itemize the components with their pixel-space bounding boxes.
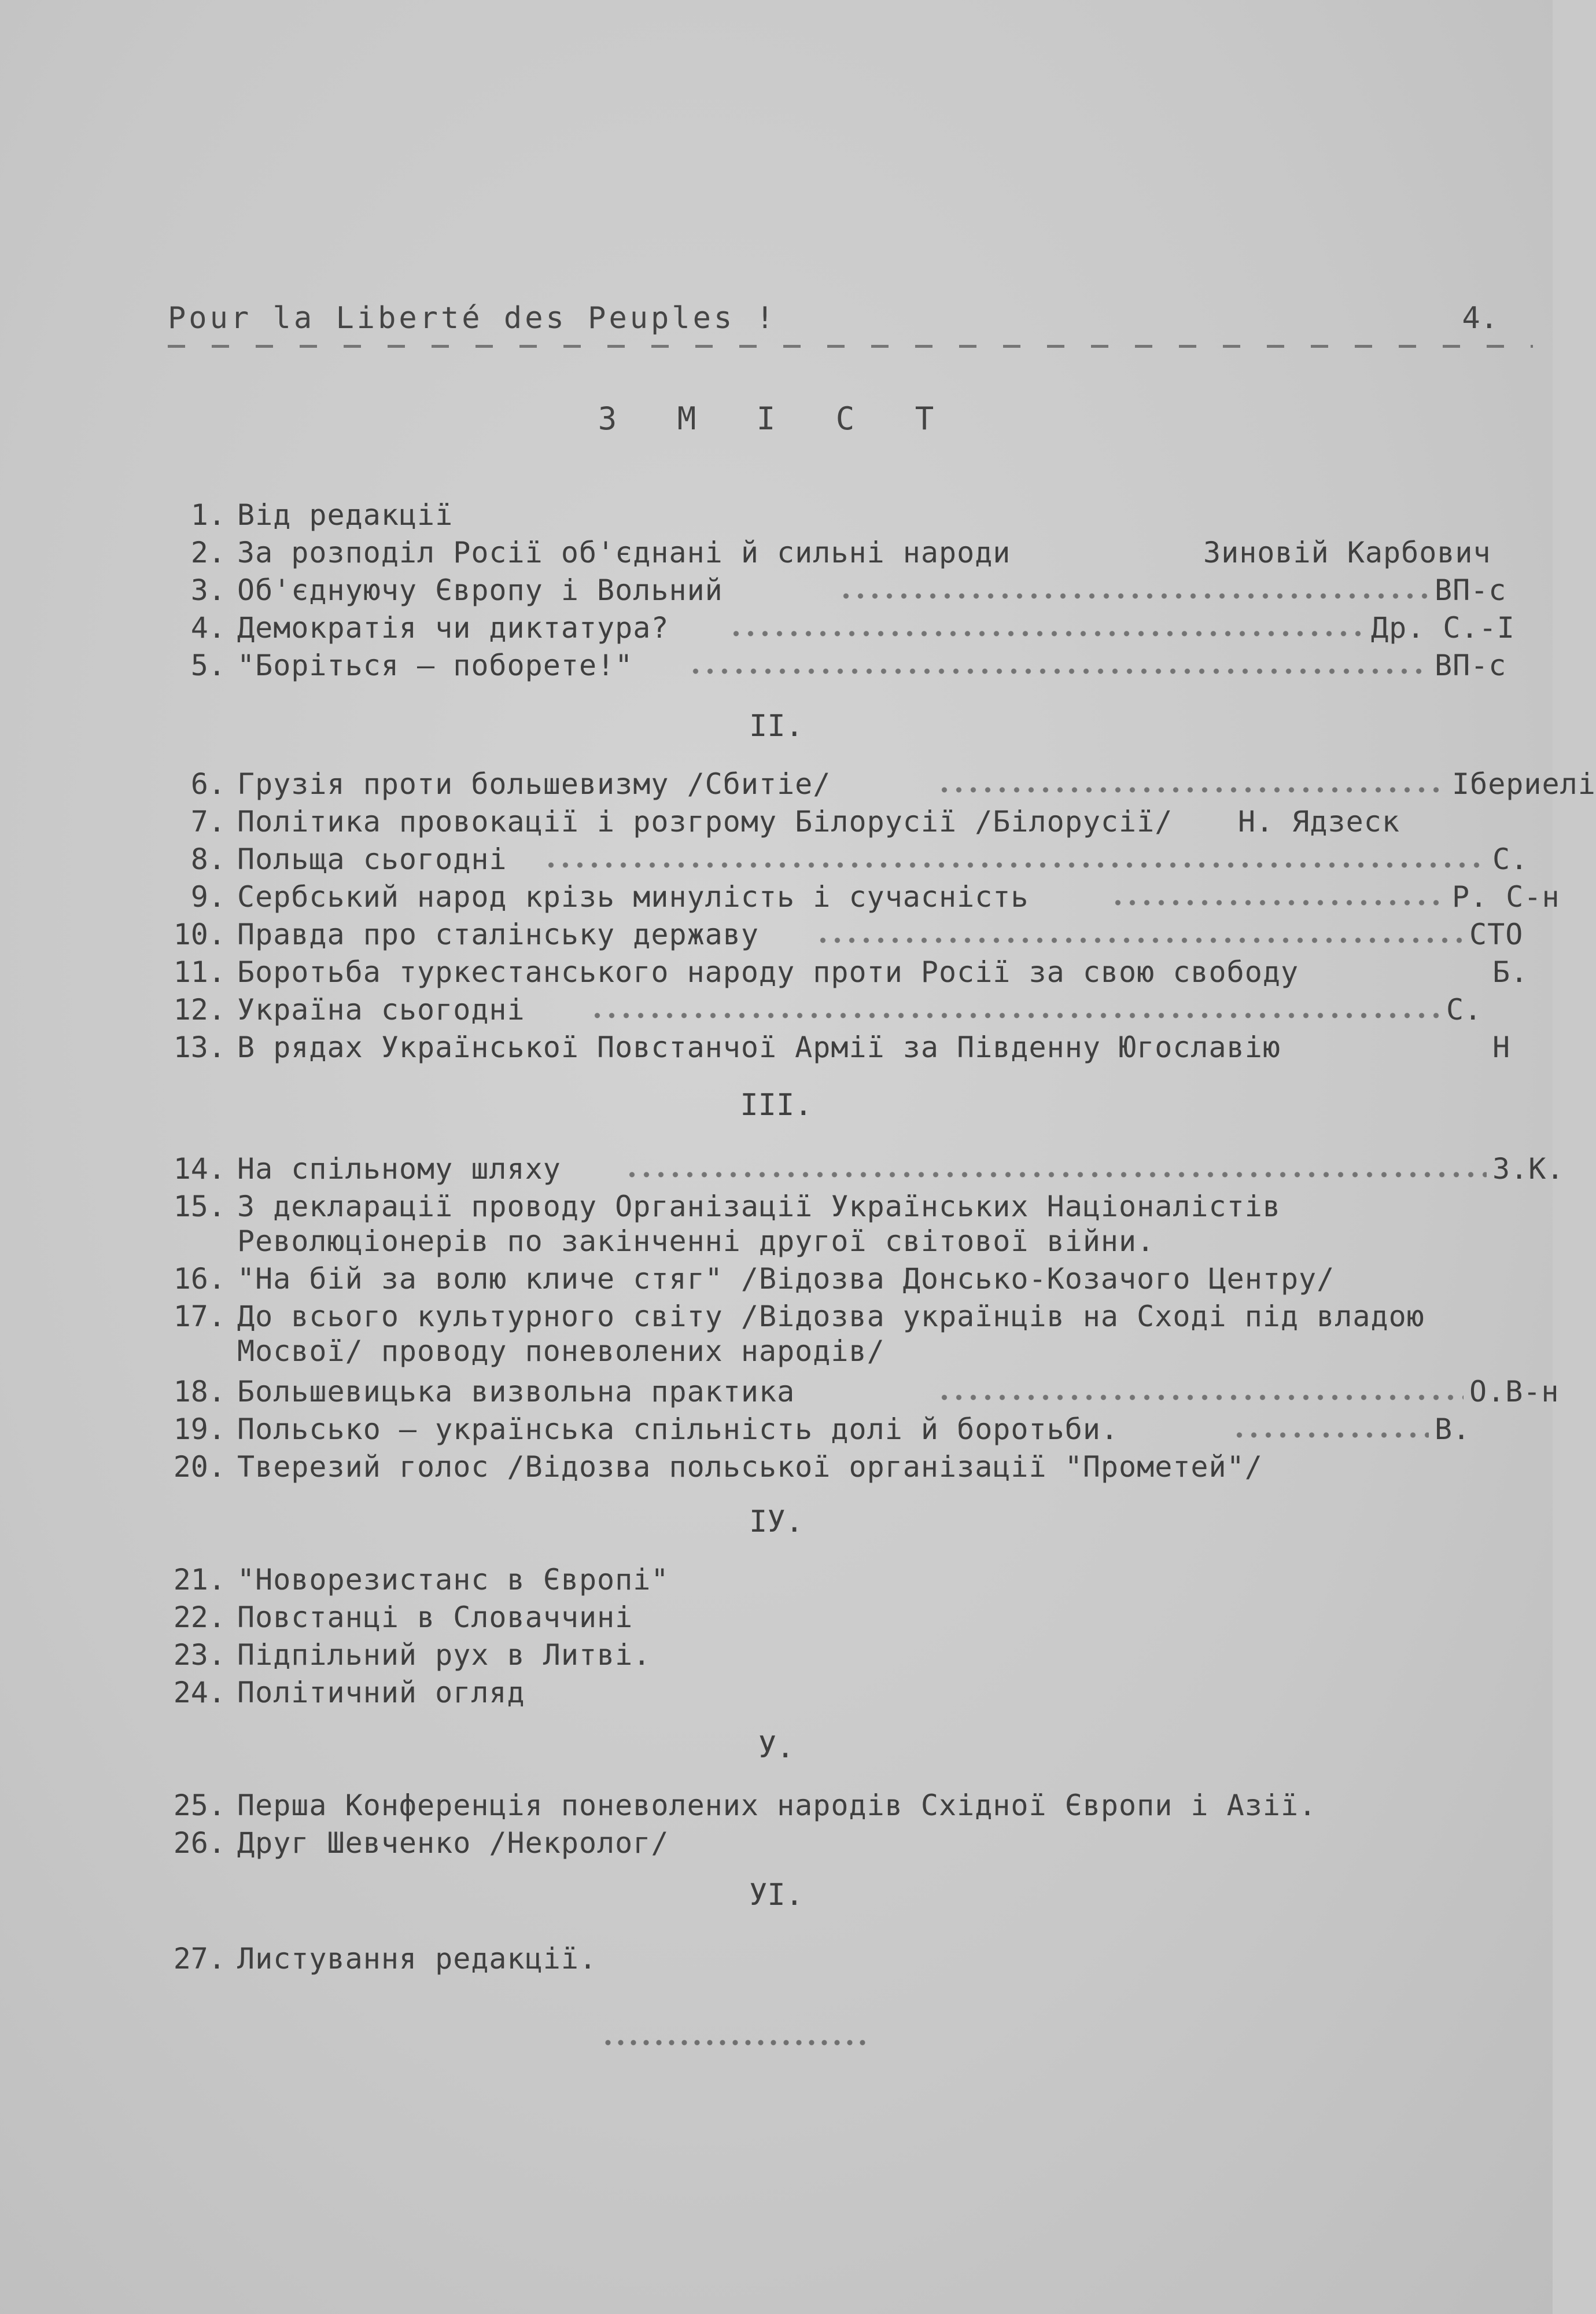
toc-entry <box>162 1261 1533 1296</box>
entry-title: Об'єднуючу Європу і Вольний <box>237 573 723 607</box>
entry-number: 13. <box>173 1031 226 1064</box>
entry-title: Листування редакції. <box>237 1942 598 1975</box>
entry-number: 18. <box>173 1375 226 1408</box>
toc-entry <box>162 955 1533 989</box>
entry-number: 25. <box>173 1789 226 1822</box>
entry-author: СТО <box>1469 918 1524 951</box>
entry-author: Н <box>1492 1031 1511 1064</box>
entry-number: 12. <box>173 993 226 1027</box>
entry-title: Україна сьогодні <box>237 993 525 1027</box>
entry-title: Політика провокації і розгрому Білорусії /Білорусії/ <box>237 805 1173 838</box>
toc-entry <box>162 842 1533 877</box>
section-heading-vi: УІ. <box>749 1878 803 1912</box>
toc-entry <box>162 992 1533 1027</box>
entry-number: 5. <box>190 649 226 682</box>
entry-number: 19. <box>173 1412 226 1446</box>
entry-title: Тверезий голос /Відозва польської організації "Прометей"/ <box>237 1450 1263 1484</box>
entry-author: С. <box>1446 993 1483 1027</box>
entry-title: Грузія проти большевизму /Сбитіе/ <box>237 767 831 801</box>
entry-title: На спільному шляху <box>237 1152 561 1186</box>
entry-number: 1. <box>190 498 226 532</box>
entry-number: 4. <box>190 611 226 645</box>
leader-dots <box>937 767 1446 801</box>
entry-title: "Боріться – поборете!" <box>237 649 633 682</box>
toc-entry <box>162 1826 1533 1860</box>
entry-number: 2. <box>190 536 226 569</box>
leader-dots <box>729 610 1365 645</box>
entry-author: Р. С-н <box>1452 880 1560 914</box>
toc-entry <box>162 1562 1533 1597</box>
entry-author: Зиновій Карбович <box>1203 536 1491 569</box>
toc-entry <box>162 1788 1533 1823</box>
entry-title: Повстанці в Словаччині <box>237 1601 633 1634</box>
leader-dots <box>937 1374 1464 1409</box>
entry-number: 24. <box>173 1676 226 1709</box>
page-number: 4. <box>1462 301 1498 336</box>
entry-title: Від редакції <box>237 498 454 532</box>
entry-title: В рядах Української Повстанчої Армії за Південну Югославію <box>237 1031 1281 1064</box>
toc-entry <box>162 1638 1533 1672</box>
entry-number: 14. <box>173 1152 226 1186</box>
entry-author: С. <box>1492 843 1529 876</box>
toc-entry <box>162 880 1560 914</box>
entry-number: 17. <box>173 1300 226 1333</box>
entry-number: 16. <box>173 1262 226 1296</box>
leader-dots <box>590 992 1440 1027</box>
journal-title: Pour la Liberté des Peuples ! <box>168 301 777 336</box>
end-ornament-dots <box>602 2037 868 2048</box>
leader-dots <box>544 842 1487 877</box>
entry-title: За розподіл Росії об'єднані й сильні народи <box>237 536 1011 569</box>
leader-dots <box>839 573 1429 608</box>
entry-number: 15. <box>173 1190 226 1223</box>
toc-entry <box>162 1189 1533 1258</box>
toc-entry <box>162 1299 1533 1368</box>
entry-number: 8. <box>190 843 226 876</box>
toc-entry <box>162 535 1533 570</box>
entry-title: Підпільний рух в Литві. <box>237 1638 651 1672</box>
toc-entry <box>162 1152 1565 1186</box>
entry-title: "Новорезистанс в Європі" <box>237 1563 669 1596</box>
toc-entry <box>162 1600 1533 1635</box>
leader-dots <box>816 917 1464 952</box>
toc-entry <box>162 1941 1533 1976</box>
toc-entry <box>162 767 1596 801</box>
entry-title: Большевицька визвольна практика <box>237 1375 795 1408</box>
section-heading-iii: III. <box>740 1088 813 1123</box>
entry-number: 10. <box>173 918 226 951</box>
entry-title: Перша Конференція поневолених народів Східної Європи і Азії. <box>237 1789 1317 1822</box>
section-heading-v: У. <box>758 1730 795 1765</box>
entry-title: Польсько – українська спільність долі й боротьби. <box>237 1412 1119 1446</box>
entry-author: З.К. <box>1492 1152 1565 1186</box>
entry-number: 9. <box>190 880 226 914</box>
entry-number: 26. <box>173 1826 226 1860</box>
entry-author: Др. С.-І <box>1371 611 1515 645</box>
entry-number: 21. <box>173 1563 226 1596</box>
entry-title: Демократія чи диктатура? <box>237 611 669 645</box>
entry-number: 11. <box>173 955 226 989</box>
toc-entry <box>162 917 1533 952</box>
toc-entry <box>162 610 1533 645</box>
entry-number: 20. <box>173 1450 226 1484</box>
toc-entry <box>162 1374 1560 1409</box>
entry-title: "На бій за волю кличе стяг" /Відозва Донсько-Козачого Центру/ <box>237 1262 1335 1296</box>
entry-number: 7. <box>190 805 226 838</box>
entry-number: 27. <box>173 1942 226 1975</box>
entry-title: Політичний огляд <box>237 1676 525 1709</box>
entry-author: Ібериелі <box>1452 767 1596 801</box>
leader-dots <box>688 648 1429 683</box>
entry-number: 22. <box>173 1601 226 1634</box>
page-header <box>168 301 1533 353</box>
toc-entry <box>162 1675 1533 1710</box>
toc-entry <box>162 498 1533 532</box>
toc-entry <box>162 648 1533 683</box>
entry-number: 3. <box>190 573 226 607</box>
leader-dots <box>1232 1412 1429 1447</box>
entry-title: Сербський народ крізь минулість і сучасність <box>237 880 1029 914</box>
entry-number: 23. <box>173 1638 226 1672</box>
header-dashed-rule <box>168 345 1533 348</box>
entry-title: Польща сьогодні <box>237 843 507 876</box>
entry-author: В. <box>1435 1412 1471 1446</box>
entry-title: Правда про сталінську державу <box>237 918 759 951</box>
section-heading-iv: IУ. <box>749 1504 803 1539</box>
entry-author: О.В-н <box>1469 1375 1560 1408</box>
leader-dots <box>1111 880 1446 914</box>
toc-entry <box>162 1412 1533 1447</box>
leader-dots <box>625 1152 1487 1186</box>
entry-title: Боротьба туркестанського народу проти Росії за свою свободу <box>237 955 1299 989</box>
entry-author: ВП-с <box>1435 573 1507 607</box>
entry-number: 6. <box>190 767 226 801</box>
entry-title: До всього культурного світу /Відозва українців на Сході під владою Мосвої/ проводу поневолених народів/ <box>237 1300 1425 1368</box>
contents-heading: З М І С Т <box>598 400 955 437</box>
entry-title: Друг Шевченко /Некролог/ <box>237 1826 669 1860</box>
entry-author: Н. Ядзеск <box>1238 805 1400 838</box>
entry-author: ВП-с <box>1435 649 1507 682</box>
entry-title: З декларації проводу Організації Українських Націоналістів Революціонерів по закінченні другої світової війни. <box>237 1190 1281 1258</box>
toc-entry <box>162 1030 1533 1065</box>
section-heading-ii: II. <box>749 709 803 744</box>
toc-entry <box>162 573 1533 608</box>
entry-author: Б. <box>1492 955 1529 989</box>
toc-entry <box>162 1450 1533 1484</box>
toc-entry <box>162 804 1533 839</box>
